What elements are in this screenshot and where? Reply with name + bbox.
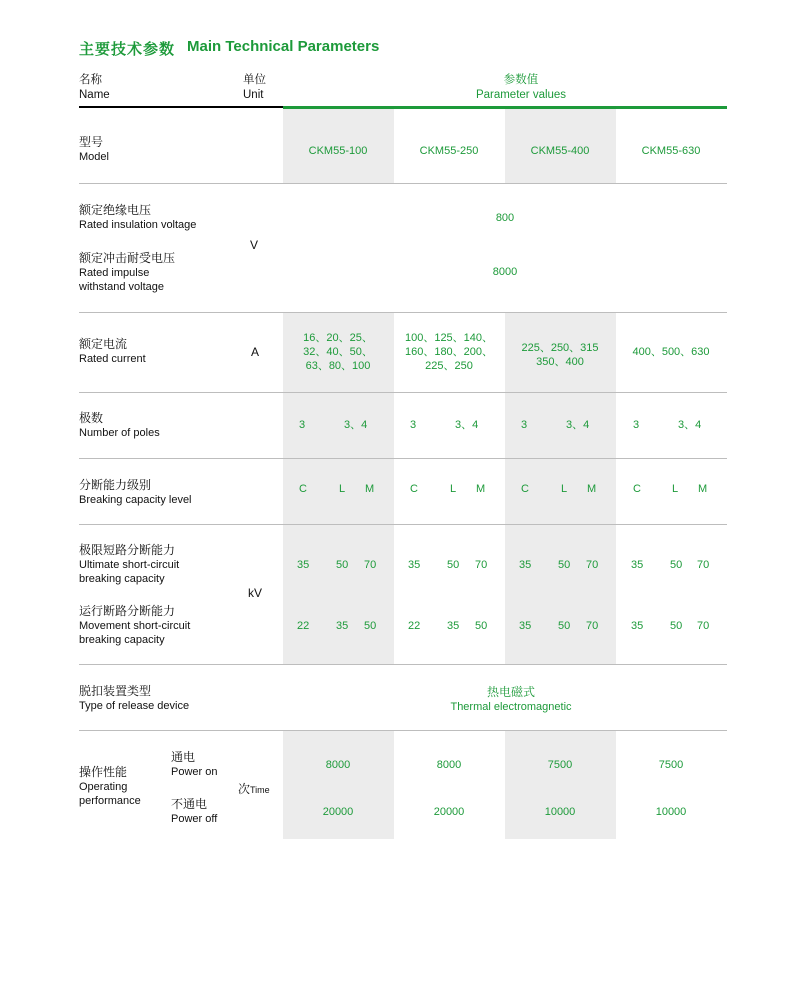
shade-col3-operating bbox=[505, 731, 616, 839]
shade-col1-operating bbox=[283, 731, 394, 839]
poles-en: Number of poles bbox=[79, 427, 160, 439]
ult-c2-a: 35 bbox=[408, 559, 421, 571]
level-c4-c: C bbox=[633, 483, 641, 495]
rule-after-current bbox=[79, 392, 727, 393]
level-c2-c: C bbox=[410, 483, 418, 495]
current-col1-line: 32、40、50、 bbox=[303, 346, 373, 358]
level-c1-m: M bbox=[365, 483, 375, 495]
header-name-cn: 名称 bbox=[79, 74, 102, 86]
off-value-3: 10000 bbox=[544, 806, 576, 818]
rule-after-model bbox=[79, 183, 727, 184]
row-model-label bbox=[79, 135, 109, 164]
model-value-4: CKM55-630 bbox=[641, 145, 701, 157]
current-col2-line: 100、125、140、 bbox=[404, 332, 494, 344]
level-c4-l: L bbox=[672, 483, 679, 495]
operating-unit-cn: 次 bbox=[238, 782, 251, 796]
header-unit-en: Unit bbox=[243, 89, 264, 101]
header-values-cn: 参数值 bbox=[503, 74, 539, 86]
ult-c2-c: 70 bbox=[475, 559, 488, 571]
svc-c1-c: 50 bbox=[364, 620, 377, 632]
current-col1-line: 63、80、100 bbox=[305, 360, 371, 372]
release-value-cn: 热电磁式 bbox=[486, 685, 535, 699]
svc-c2-b: 35 bbox=[447, 620, 460, 632]
ultimate-cn: 极限短路分断能力 bbox=[79, 543, 176, 557]
ult-c3-b: 50 bbox=[558, 559, 571, 571]
model-cn: 型号 bbox=[79, 135, 104, 149]
current-col4 bbox=[616, 345, 726, 359]
power-off-cn: 不通电 bbox=[171, 797, 208, 811]
svc-c2-c: 50 bbox=[475, 620, 488, 632]
current-col3 bbox=[505, 341, 615, 369]
title-en: Main Technical Parameters bbox=[187, 38, 380, 55]
impulse-en-2: withstand voltage bbox=[79, 281, 164, 293]
poles-c2-b: 3、4 bbox=[455, 419, 479, 431]
ultimate-en-1: Ultimate short-circuit bbox=[79, 559, 180, 571]
operating-unit-en: Time bbox=[250, 785, 270, 795]
rule-after-insulation bbox=[79, 312, 727, 313]
current-col2-line: 160、180、200、 bbox=[404, 346, 494, 358]
release-cn: 脱扣装置类型 bbox=[79, 684, 152, 698]
current-col2-line: 225、250 bbox=[425, 360, 473, 372]
header-rule-green bbox=[283, 106, 727, 109]
level-c3-c: C bbox=[521, 483, 529, 495]
poles-label bbox=[79, 411, 160, 440]
power-on-label bbox=[171, 750, 217, 779]
ult-c2-b: 50 bbox=[447, 559, 460, 571]
svc-c4-c: 70 bbox=[697, 620, 710, 632]
on-value-4: 7500 bbox=[658, 759, 684, 771]
insulation-unit: V bbox=[250, 238, 259, 252]
title-cn: 主要技术参数 bbox=[79, 41, 176, 58]
ultimate-en-2: breaking capacity bbox=[79, 573, 165, 585]
rule-after-release bbox=[79, 730, 727, 731]
header-unit bbox=[243, 73, 266, 103]
level-c3-l: L bbox=[561, 483, 568, 495]
rule-after-poles bbox=[79, 458, 727, 459]
breaking-level-en: Breaking capacity level bbox=[79, 494, 192, 506]
header-rule-black bbox=[79, 106, 283, 108]
power-off-en: Power off bbox=[171, 813, 218, 825]
impulse-cn: 额定冲击耐受电压 bbox=[79, 251, 176, 265]
header-unit-cn: 单位 bbox=[243, 74, 266, 86]
poles-c3-a: 3 bbox=[521, 419, 528, 431]
current-label bbox=[79, 337, 146, 366]
service-en-1: Movement short-circuit bbox=[79, 620, 191, 632]
operating-en-1: Operating bbox=[79, 781, 128, 793]
current-col1-line: 16、20、25、 bbox=[303, 332, 373, 344]
insulation-value: 800 bbox=[495, 212, 515, 224]
operating-en-2: performance bbox=[79, 795, 141, 807]
power-on-en: Power on bbox=[171, 766, 218, 778]
power-off-label bbox=[171, 797, 217, 826]
impulse-label bbox=[79, 251, 175, 294]
svc-c1-a: 22 bbox=[297, 620, 310, 632]
off-value-1: 20000 bbox=[322, 806, 354, 818]
model-value-1: CKM55-100 bbox=[308, 145, 368, 157]
breaking-unit: kV bbox=[248, 586, 263, 600]
operating-unit bbox=[238, 780, 270, 798]
svc-c2-a: 22 bbox=[408, 620, 421, 632]
breaking-level-cn: 分断能力级别 bbox=[79, 478, 152, 492]
level-c2-l: L bbox=[450, 483, 457, 495]
insulation-label bbox=[79, 203, 196, 232]
level-c1-l: L bbox=[339, 483, 346, 495]
ult-c1-b: 50 bbox=[336, 559, 349, 571]
current-col2 bbox=[394, 331, 504, 373]
ult-c3-c: 70 bbox=[586, 559, 599, 571]
poles-c3-b: 3、4 bbox=[566, 419, 590, 431]
release-value-en: Thermal electromagnetic bbox=[450, 701, 572, 713]
rule-after-level bbox=[79, 524, 727, 525]
current-cn: 额定电流 bbox=[79, 337, 128, 351]
header-name bbox=[79, 73, 110, 103]
current-col4-line: 400、500、630 bbox=[632, 346, 710, 358]
operating-label bbox=[79, 765, 141, 808]
poles-c4-b: 3、4 bbox=[678, 419, 702, 431]
service-en-2: breaking capacity bbox=[79, 634, 165, 646]
release-value bbox=[383, 685, 639, 714]
service-label bbox=[79, 604, 190, 647]
insulation-en: Rated insulation voltage bbox=[79, 219, 197, 231]
svc-c4-b: 50 bbox=[670, 620, 683, 632]
operating-cn: 操作性能 bbox=[79, 765, 128, 779]
header-values-en: Parameter values bbox=[475, 89, 567, 101]
svc-c4-a: 35 bbox=[631, 620, 644, 632]
rule-after-breaking bbox=[79, 664, 727, 665]
svc-c1-b: 35 bbox=[336, 620, 349, 632]
ult-c4-b: 50 bbox=[670, 559, 683, 571]
impulse-value: 8000 bbox=[492, 266, 518, 278]
power-on-cn: 通电 bbox=[171, 750, 196, 764]
header-values bbox=[421, 73, 621, 103]
poles-c1-a: 3 bbox=[299, 419, 306, 431]
svc-c3-b: 50 bbox=[558, 620, 571, 632]
current-en: Rated current bbox=[79, 353, 146, 365]
on-value-3: 7500 bbox=[547, 759, 573, 771]
poles-c1-b: 3、4 bbox=[344, 419, 368, 431]
off-value-4: 10000 bbox=[655, 806, 687, 818]
poles-c4-a: 3 bbox=[633, 419, 640, 431]
impulse-en-1: Rated impulse bbox=[79, 267, 150, 279]
ult-c1-c: 70 bbox=[364, 559, 377, 571]
on-value-2: 8000 bbox=[436, 759, 462, 771]
ult-c1-a: 35 bbox=[297, 559, 310, 571]
breaking-level-label bbox=[79, 478, 192, 507]
poles-cn: 极数 bbox=[79, 411, 104, 425]
off-value-2: 20000 bbox=[433, 806, 465, 818]
model-value-3: CKM55-400 bbox=[530, 145, 590, 157]
header-name-en: Name bbox=[79, 89, 110, 101]
level-c1-c: C bbox=[299, 483, 307, 495]
insulation-cn: 额定绝缘电压 bbox=[79, 203, 152, 217]
current-unit: A bbox=[251, 345, 260, 359]
model-value-2: CKM55-250 bbox=[419, 145, 479, 157]
current-col1 bbox=[283, 331, 393, 373]
ult-c4-a: 35 bbox=[631, 559, 644, 571]
ult-c4-c: 70 bbox=[697, 559, 710, 571]
ultimate-label bbox=[79, 543, 179, 586]
svc-c3-c: 70 bbox=[586, 620, 599, 632]
poles-c2-a: 3 bbox=[410, 419, 417, 431]
on-value-1: 8000 bbox=[325, 759, 351, 771]
current-col3-line: 350、400 bbox=[536, 356, 584, 368]
model-en: Model bbox=[79, 151, 109, 163]
level-c3-m: M bbox=[587, 483, 597, 495]
current-col3-line: 225、250、315 bbox=[521, 342, 599, 354]
release-en: Type of release device bbox=[79, 700, 190, 712]
level-c2-m: M bbox=[476, 483, 486, 495]
level-c4-m: M bbox=[698, 483, 708, 495]
release-label bbox=[79, 684, 189, 713]
service-cn: 运行断路分断能力 bbox=[79, 604, 176, 618]
ult-c3-a: 35 bbox=[519, 559, 532, 571]
svc-c3-a: 35 bbox=[519, 620, 532, 632]
